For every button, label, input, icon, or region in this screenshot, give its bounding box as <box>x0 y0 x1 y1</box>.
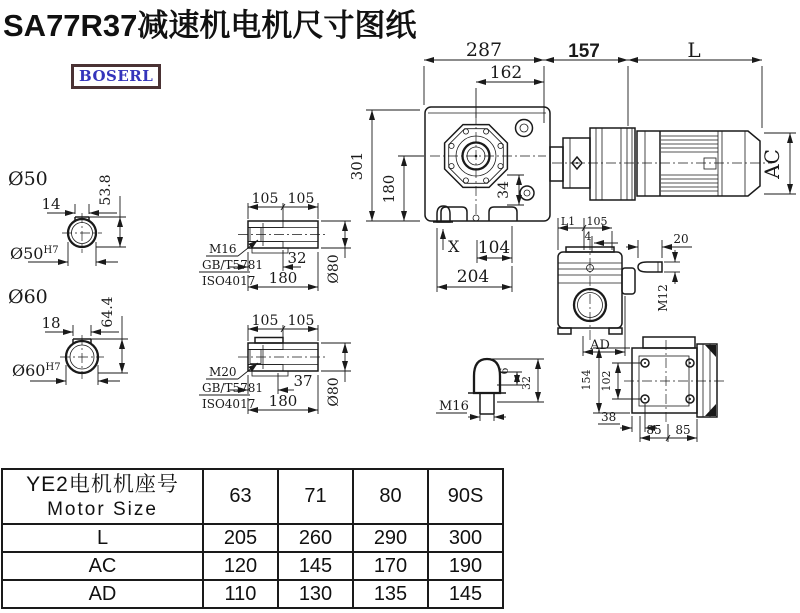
table-row-label-AD: AD <box>2 580 203 608</box>
shaft-60-key-depth: 64.4 <box>100 296 116 328</box>
dim-overall-width: 287 <box>465 39 503 61</box>
shaft-50-bore: Ø50 <box>10 244 44 263</box>
table-row-L <box>2 524 503 552</box>
shaft-60-key-width: 18 <box>41 314 61 332</box>
table-cell: 290 <box>353 524 428 552</box>
shaft-60-bore-fit: H7 <box>45 362 61 373</box>
table-col-header-80: 80 <box>353 469 428 524</box>
hollow-m20-standard2: ISO4017 <box>202 397 256 411</box>
hollow-m16-half2: 105 <box>287 191 315 207</box>
table-cell: 300 <box>428 524 503 552</box>
table-cell: 130 <box>278 580 353 608</box>
shaft-50-key-depth: 53.8 <box>98 174 114 206</box>
table-row-AD <box>2 580 503 608</box>
plug-detail-view <box>436 359 544 421</box>
hollow-m16-outer-dia: Ø80 <box>326 254 342 284</box>
hollow-m16-standard2: ISO4017 <box>202 274 256 288</box>
table-col-header-71: 71 <box>278 469 353 524</box>
table-cell: 170 <box>353 552 428 580</box>
dim-shaft-34: 34 <box>496 181 512 199</box>
shaft-50-key-width: 14 <box>41 195 61 213</box>
side-view-dim-l1: L1 <box>560 215 576 228</box>
dim-foot-to-axis: 104 <box>477 238 511 258</box>
table-row-label-AC: AC <box>2 552 203 580</box>
dim-foot-length: 204 <box>456 267 490 287</box>
key-detail-thread: M12 <box>656 284 670 312</box>
dim-motor-diameter: AC <box>760 149 784 179</box>
hollow-m16-screw-depth: 32 <box>287 249 307 267</box>
shaft-50-bore-label <box>10 244 59 263</box>
shaft-60-label: Ø60 <box>8 286 48 308</box>
dim-motor-length: L <box>687 38 701 62</box>
table-header-en: Motor Size <box>47 498 158 520</box>
table-cell: 205 <box>203 524 278 552</box>
hollow-m20-outer-dia: Ø80 <box>326 377 342 407</box>
table-cell: 135 <box>353 580 428 608</box>
dim-flange-width: 162 <box>489 63 523 83</box>
table-cell: 110 <box>203 580 278 608</box>
hollow-m20-half2: 105 <box>287 313 315 329</box>
boserl-logo-text: BOSERL <box>79 67 154 85</box>
shaft-60-bore-label <box>12 361 61 380</box>
rear-view-overall: 154 <box>580 369 593 391</box>
side-view-dim-4: 4 <box>584 230 592 243</box>
table-cell: 120 <box>203 552 278 580</box>
hollow-m20-standard1: GB/T5781 <box>202 381 263 395</box>
table-header-motor-size <box>2 469 203 524</box>
table-row-AC <box>2 552 503 580</box>
dim-adapter-length: 157 <box>568 41 600 62</box>
plug-detail-thread: M16 <box>439 399 469 414</box>
dim-overall-height: 301 <box>348 151 366 181</box>
plug-detail-dim-6: 6 <box>498 367 511 375</box>
dim-foot-ref-x: X <box>448 237 460 256</box>
hollow-m20-screw-depth: 37 <box>293 372 313 390</box>
table-header-cn: YE2电机机座号 <box>26 472 179 496</box>
plug-detail-dim-32: 32 <box>520 376 533 390</box>
shaft-section-50 <box>8 168 126 266</box>
main-assembly-view <box>348 38 796 292</box>
table-cell: 190 <box>428 552 503 580</box>
hollow-m16-length: 180 <box>268 269 298 287</box>
table-col-header-63: 63 <box>203 469 278 524</box>
shaft-50-label: Ø50 <box>8 168 48 190</box>
hollow-shaft-m16-view <box>199 191 351 291</box>
hollow-shaft-m20-view <box>199 313 351 414</box>
side-view-dim-ad: AD <box>590 338 610 353</box>
side-view-dim-105: 105 <box>586 215 608 228</box>
key-detail-view <box>626 232 692 312</box>
table-col-header-90s: 90S <box>428 469 503 524</box>
shaft-50-bore-fit: H7 <box>43 245 59 256</box>
page-title: SA77R37减速机电机尺寸图纸 <box>3 8 417 43</box>
rear-view-edge: 38 <box>601 410 617 424</box>
table-cell: 145 <box>428 580 503 608</box>
hollow-m20-half1: 105 <box>251 313 279 329</box>
key-detail-length: 20 <box>673 232 689 246</box>
hollow-m16-half1: 105 <box>251 191 279 207</box>
hollow-m20-length: 180 <box>268 392 298 410</box>
motor-size-table <box>1 468 504 609</box>
shaft-60-bore: Ø60 <box>12 361 46 380</box>
table-row-label-L: L <box>2 524 203 552</box>
hollow-m20-screw: M20 <box>209 365 237 379</box>
shaft-section-60 <box>8 286 128 385</box>
rear-view-foot-pitch-2: 85 <box>675 423 691 437</box>
dim-axis-height: 180 <box>380 174 398 204</box>
table-cell: 260 <box>278 524 353 552</box>
rear-view-foot-pitch-1: 85 <box>646 423 662 437</box>
rear-view-bolt-pitch: 102 <box>600 370 613 392</box>
table-cell: 145 <box>278 552 353 580</box>
hollow-m16-standard1: GB/T5781 <box>202 258 263 272</box>
gearbox-side-view <box>558 215 635 356</box>
hollow-m16-screw: M16 <box>209 242 237 256</box>
